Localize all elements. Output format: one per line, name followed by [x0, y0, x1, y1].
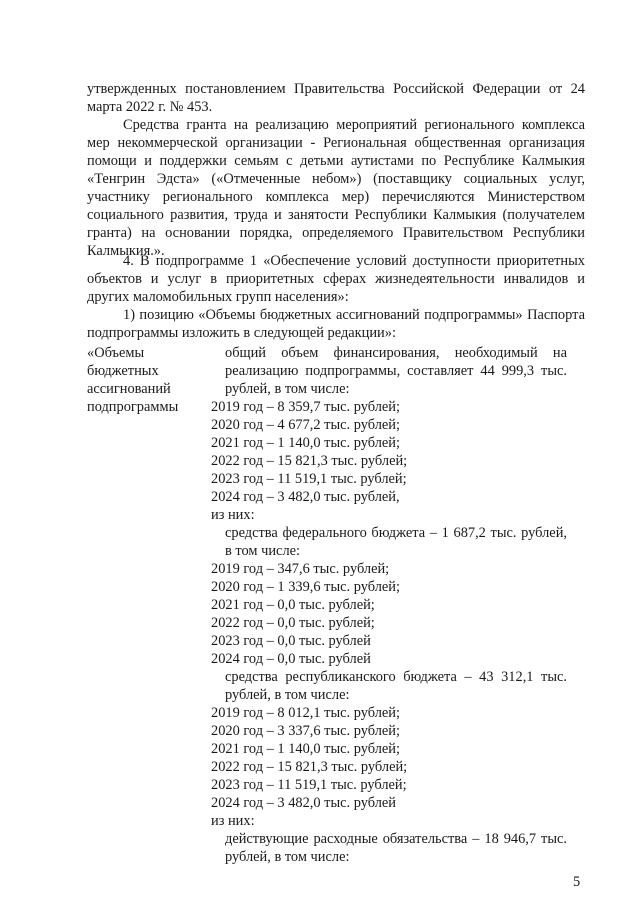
year-line: 2021 год – 1 140,0 тыс. рублей; [211, 741, 400, 757]
republic-budget: средства республиканского бюджета – 43 312,1 тыс. рублей, в том числе: [225, 669, 567, 703]
year-line: 2022 год – 15 821,3 тыс. рублей; [211, 453, 408, 469]
label-line: «Объемы [87, 345, 145, 361]
year-line: 2023 год – 11 519,1 тыс. рублей; [211, 777, 407, 793]
paragraph-subprogram-1: 4. В подпрограмме 1 «Обеспечение условий доступности приоритетных объектов и услуг в приоритетных сферах жизнедеятельности инвалидов и других маломобильных групп населения»: [87, 253, 585, 305]
total-financing: общий объем финансирования, необходимый на реализацию подпрограммы, составляет 44 999,3 тыс. рублей, в том числе: [225, 345, 567, 397]
of-which-label: из них: [211, 507, 255, 523]
year-line: 2023 год – 0,0 тыс. рублей [211, 633, 371, 649]
budget-table-label [87, 344, 202, 416]
year-line: 2024 год – 3 482,0 тыс. рублей [211, 795, 396, 811]
paragraph-position-1: 1) позицию «Объемы бюджетных ассигнований подпрограммы» Паспорта подпрограммы изложить в следующей редакции»: [87, 307, 585, 341]
current-obligations: действующие расходные обязательства – 18 946,7 тыс. рублей, в том числе: [225, 831, 567, 865]
year-line: 2022 год – 0,0 тыс. рублей; [211, 615, 375, 631]
year-line: 2024 год – 3 482,0 тыс. рублей, [211, 489, 400, 505]
paragraph-continuation: утвержденных постановлением Правительства Российской Федерации от 24 марта 2022 г. № 453. [87, 81, 585, 115]
label-line: подпрограммы [87, 399, 179, 415]
label-line: ассигнований [87, 381, 171, 397]
budget-table-value [211, 344, 567, 866]
year-line: 2020 год – 4 677,2 тыс. рублей; [211, 417, 400, 433]
of-which-label: из них: [211, 813, 255, 829]
federal-budget: средства федерального бюджета – 1 687,2 тыс. рублей, в том числе: [225, 525, 567, 559]
year-line: 2019 год – 8 012,1 тыс. рублей; [211, 705, 400, 721]
year-line: 2021 год – 0,0 тыс. рублей; [211, 597, 375, 613]
year-line: 2021 год – 1 140,0 тыс. рублей; [211, 435, 400, 451]
label-line: бюджетных [87, 363, 159, 379]
year-line: 2023 год – 11 519,1 тыс. рублей; [211, 471, 407, 487]
year-line: 2024 год – 0,0 тыс. рублей [211, 651, 371, 667]
year-line: 2022 год – 15 821,3 тыс. рублей; [211, 759, 408, 775]
year-line: 2019 год – 8 359,7 тыс. рублей; [211, 399, 400, 415]
page-number: 5 [573, 874, 581, 890]
year-line: 2019 год – 347,6 тыс. рублей; [211, 561, 390, 577]
year-line: 2020 год – 1 339,6 тыс. рублей; [211, 579, 400, 595]
year-line: 2020 год – 3 337,6 тыс. рублей; [211, 723, 400, 739]
paragraph-grant-funds: Средства гранта на реализацию мероприятий регионального комплекса мер некоммерческой организации - Региональная общественная организация помощи и поддержки семьям с детьми аутистами по Республике Калмыкия «Тенгрин Эдста» («Отмеченные небом») (поставщику социальных услуг, участнику регионального комплекса мер) перечисляются Министерством социального развития, труда и занятости Республики Калмыкия (получателем гранта) на основании порядка, определяемого Правительством Республики Калмыкия.». [87, 117, 585, 259]
